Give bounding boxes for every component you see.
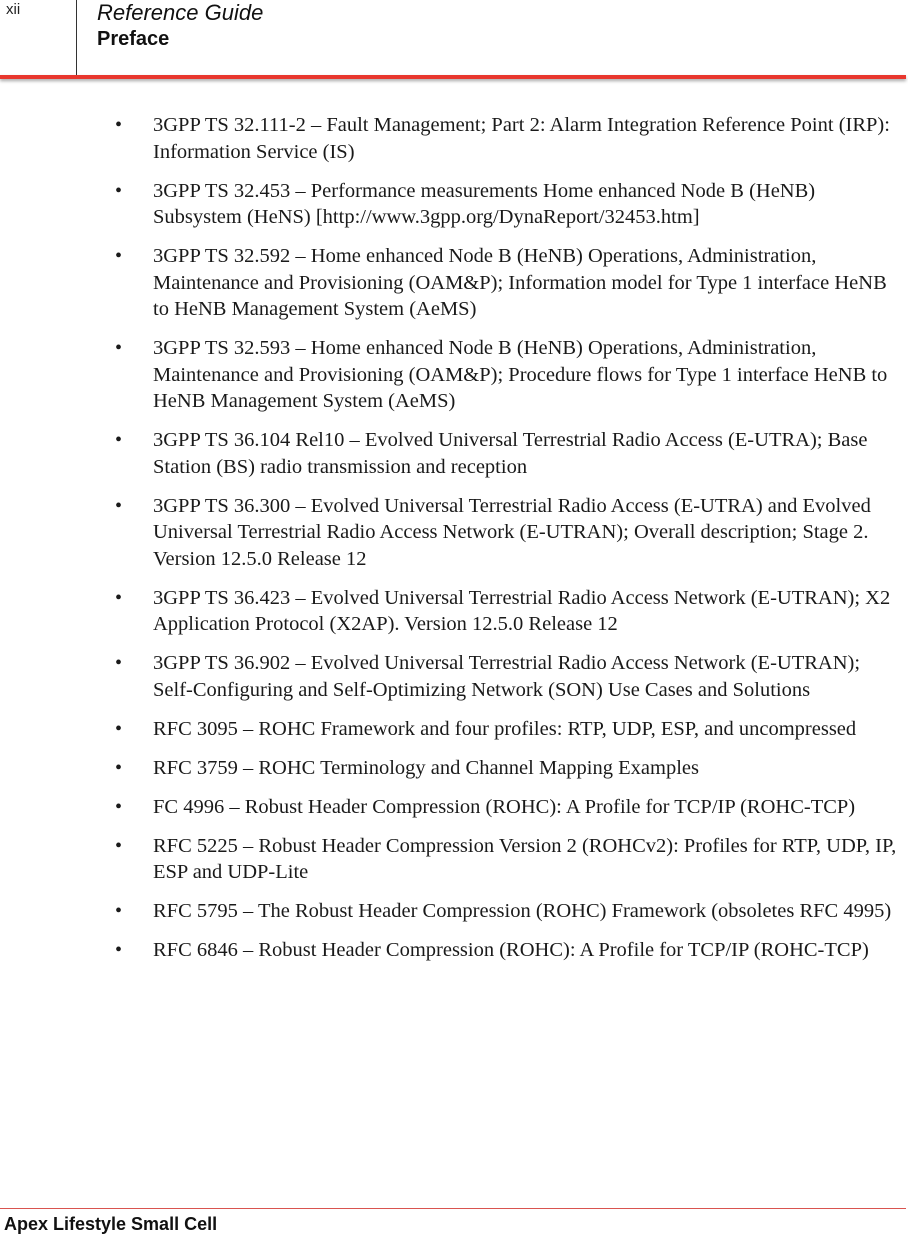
section-title: Preface bbox=[97, 28, 170, 50]
header-divider bbox=[0, 75, 906, 79]
list-item bbox=[0, 755, 908, 782]
bullet-icon: • bbox=[115, 245, 123, 267]
bullet-icon: • bbox=[115, 834, 123, 857]
bullet-icon: • bbox=[115, 717, 123, 740]
list-item bbox=[0, 794, 908, 821]
reference-text: RFC 5795 – The Robust Header Compression (ROHC) Framework (obsoletes RFC 4995) bbox=[153, 900, 892, 922]
reference-text: RFC 5225 – Robust Header Compression Version 2 (ROHCv2): Profiles for RTP, UDP, IP, ESP and UDP-Lite bbox=[153, 834, 897, 883]
list-item bbox=[0, 243, 908, 323]
bullet-icon: • bbox=[115, 337, 123, 359]
reference-text: 3GPP TS 36.423 – Evolved Universal Terrestrial Radio Access Network (E-UTRAN); X2 Application Protocol (X2AP). Version 12.5.0 Release 12 bbox=[153, 586, 891, 635]
list-item bbox=[0, 650, 908, 703]
list-item bbox=[0, 178, 908, 231]
reference-list bbox=[0, 112, 908, 964]
document-title: Reference Guide bbox=[97, 0, 264, 25]
page-number: xii bbox=[6, 1, 21, 18]
reference-text: 3GPP TS 36.902 – Evolved Universal Terrestrial Radio Access Network (E-UTRAN); Self-Configuring and Self-Optimizing Network (SON) Use Cases and Solutions bbox=[153, 652, 861, 701]
reference-text: 3GPP TS 32.453 – Performance measurements Home enhanced Node B (HeNB) Subsystem (HeNS) [http://www.3gpp.org/DynaReport/32453.htm] bbox=[153, 179, 816, 228]
page-content bbox=[0, 112, 908, 976]
list-item bbox=[0, 585, 908, 638]
reference-text: RFC 6846 – Robust Header Compression (ROHC): A Profile for TCP/IP (ROHC-TCP) bbox=[153, 939, 869, 961]
reference-text: 3GPP TS 32.593 – Home enhanced Node B (HeNB) Operations, Administration, Maintenance and Provisioning (OAM&P); Procedure flows for Type 1 interface HeNB to HeNB Management System (AeMS) bbox=[153, 337, 888, 412]
bullet-icon: • bbox=[115, 114, 123, 136]
reference-text: RFC 3759 – ROHC Terminology and Channel Mapping Examples bbox=[153, 756, 699, 779]
bullet-icon: • bbox=[115, 939, 123, 961]
list-item bbox=[0, 833, 908, 886]
reference-text: RFC 3095 – ROHC Framework and four profiles: RTP, UDP, ESP, and uncompressed bbox=[153, 717, 857, 740]
bullet-icon: • bbox=[115, 900, 123, 922]
header-vertical-divider bbox=[76, 0, 77, 76]
list-item bbox=[0, 937, 908, 964]
list-item bbox=[0, 112, 908, 165]
bullet-icon: • bbox=[115, 494, 123, 517]
bullet-icon: • bbox=[115, 179, 123, 202]
footer-divider bbox=[0, 1208, 906, 1209]
list-item bbox=[0, 493, 908, 573]
bullet-icon: • bbox=[115, 586, 123, 609]
reference-text: FC 4996 – Robust Header Compression (ROHC): A Profile for TCP/IP (ROHC-TCP) bbox=[153, 795, 856, 818]
page-header bbox=[0, 0, 908, 82]
reference-text: 3GPP TS 32.592 – Home enhanced Node B (HeNB) Operations, Administration, Maintenance and Provisioning (OAM&P); Information model for Type 1 interface HeNB to HeNB Management System (AeMS) bbox=[153, 245, 887, 320]
bullet-icon: • bbox=[115, 652, 123, 674]
bullet-icon: • bbox=[115, 429, 123, 451]
list-item bbox=[0, 335, 908, 415]
reference-text: 3GPP TS 32.111-2 – Fault Management; Part 2: Alarm Integration Reference Point (IRP): Information Service (IS) bbox=[153, 114, 890, 163]
reference-text: 3GPP TS 36.104 Rel10 – Evolved Universal Terrestrial Radio Access (E-UTRA); Base Station (BS) radio transmission and reception bbox=[153, 429, 868, 478]
list-item bbox=[0, 898, 908, 925]
list-item bbox=[0, 427, 908, 480]
list-item bbox=[0, 716, 908, 743]
reference-text: 3GPP TS 36.300 – Evolved Universal Terrestrial Radio Access (E-UTRA) and Evolved Universal Terrestrial Radio Access Network (E-UTRAN); Overall description; Stage 2. Version 12.5.0 Release 12 bbox=[153, 494, 871, 570]
bullet-icon: • bbox=[115, 756, 123, 779]
bullet-icon: • bbox=[115, 795, 123, 818]
footer-product-name: Apex Lifestyle Small Cell bbox=[4, 1214, 218, 1234]
